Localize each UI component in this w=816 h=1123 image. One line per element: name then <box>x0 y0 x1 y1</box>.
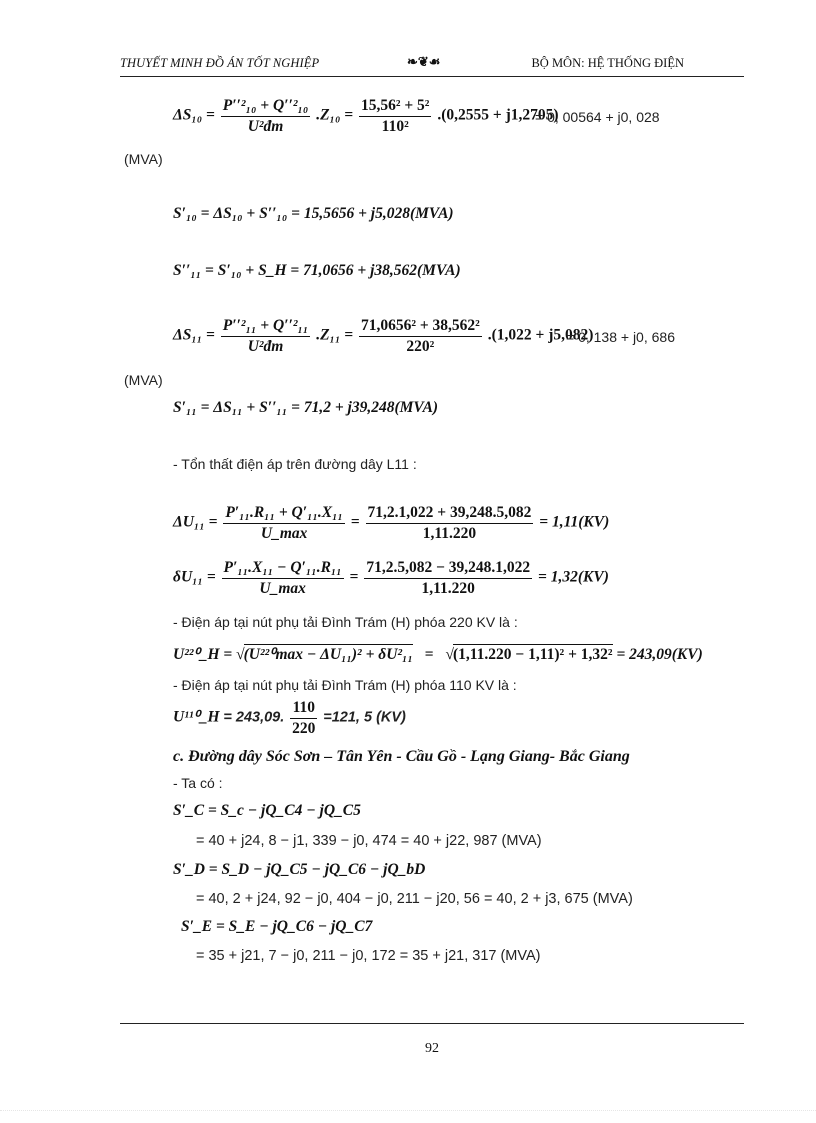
fraction-denominator: U²đm <box>247 117 284 135</box>
equation-sd-definition: S′_D = S_D − jQ_C5 − jQ_C6 − jQ_bD <box>173 861 426 878</box>
fraction-numerator: P′′²₁₀ + Q′′²₁₀ <box>221 98 311 117</box>
fraction-denominator: U_max <box>260 524 308 542</box>
page-header <box>120 54 744 74</box>
fraction-denominator: U²đm <box>247 337 284 355</box>
equation-uh-220: U²²⁰_H = √(U²²⁰max − ΔU₁₁)² + δU²₁₁ = √(1,11.220 − 1,11)² + 1,32² = 243,09(KV) <box>173 646 703 663</box>
fraction <box>221 318 311 354</box>
equation-delta-small-u11: δU₁₁ = $\frac{\text{P′₁₁.X₁₁ − Q′₁₁.R₁₁}}{U\_\max}$ = $\frac{71,2.5,082 - 39,248.1,022}{1,11.220}$ = 1,32(KV) <box>173 559 609 597</box>
eq-post: =121, 5 (KV) <box>323 709 406 726</box>
header-ornament: ❧❦☙ <box>407 54 441 69</box>
fraction <box>223 505 345 541</box>
equation-s11: S′₁₁ = ΔS₁₁ + S′′₁₁ = 71,2 + j39,248(MVA) <box>173 399 439 416</box>
header-left-title: THUYẾT MINH ĐỒ ÁN TỐT NGHIỆP <box>120 56 320 70</box>
equation-uh-110 <box>173 700 406 736</box>
eq-lhs: δU₁₁ = <box>173 568 216 586</box>
eq-result: = 243,09(KV) <box>616 646 703 663</box>
fraction <box>366 505 534 541</box>
fraction-numerator: 71,0656² + 38,562² <box>359 318 482 337</box>
eq-lhs: U²²⁰_H = <box>173 646 233 663</box>
fraction-numerator: P′′²₁₁ + Q′′²₁₁ <box>221 318 311 337</box>
radicand: (1,11.220 − 1,11)² + 1,32² <box>452 646 613 663</box>
equation-result: = 0, 138 + j0, 686 <box>566 329 675 345</box>
radicand: (U²²⁰max − ΔU₁₁)² + δU²₁₁ <box>243 646 413 663</box>
fraction <box>290 700 317 736</box>
page-bottom-edge <box>0 1110 816 1111</box>
header-rule <box>120 76 744 77</box>
fraction-denominator: U_max <box>259 579 306 597</box>
eq-mid: .Z₁₁ = <box>316 326 354 344</box>
eq-tail: .(0,2555 + j1,2705) <box>437 106 559 124</box>
fraction <box>222 560 344 596</box>
fraction-numerator: 71,2.5,082 − 39,248.1,022 <box>364 560 532 579</box>
equation-sc-value: = 40 + j24, 8 − j1, 339 − j0, 474 = 40 + j22, 987 (MVA) <box>196 833 542 849</box>
unit-label: (MVA) <box>124 372 163 388</box>
footer-rule <box>120 1023 744 1024</box>
eq-result: = 1,11(KV) <box>539 513 610 531</box>
equation-delta-u11: ΔU₁₁ = $\frac{\text{P′₁₁.R₁₁ + Q′₁₁.X₁₁}}{U\_\max}$ = $\frac{71,2.1,022 + 39,248.5,082}{1,11.220}$ = 1,11(KV) <box>173 504 610 542</box>
equation-se-value: = 35 + j21, 7 − j0, 211 − j0, 172 = 35 + j21, 317 (MVA) <box>196 948 541 964</box>
unit-label: (MVA) <box>124 151 163 167</box>
fraction-numerator: P′₁₁.X₁₁ − Q′₁₁.R₁₁ <box>222 560 344 579</box>
section-heading-c: c. Đường dây Sóc Sơn – Tân Yên - Cầu Gồ - Lạng Giang- Bắc Giang <box>173 748 630 765</box>
eq-result: = 1,32(KV) <box>538 568 609 586</box>
fraction-denominator: 220² <box>406 337 435 355</box>
eq-sign: = <box>424 646 434 663</box>
fraction-denominator: 110² <box>381 117 409 135</box>
fraction-denominator: 220 <box>292 719 316 737</box>
eq-lhs: ΔS₁₀ = <box>173 106 215 124</box>
fraction-numerator: 15,56² + 5² <box>359 98 432 117</box>
header-right-title: BỘ MÔN: HỆ THỐNG ĐIỆN <box>531 56 684 70</box>
equation-delta-s11 <box>173 318 593 354</box>
note-voltage-h-110: - Điện áp tại nút phụ tải Đình Trám (H) phóa 110 KV là : <box>173 677 517 693</box>
equation-s10: S′₁₀ = ΔS₁₀ + S′′₁₀ = 15,5656 + j5,028(MVA) <box>173 205 454 222</box>
note-voltage-loss: - Tổn thất điện áp trên đường dây L11 : <box>173 456 417 472</box>
fraction-numerator: P′₁₁.R₁₁ + Q′₁₁.X₁₁ <box>223 505 345 524</box>
equation-sd-value: = 40, 2 + j24, 92 − j0, 404 − j0, 211 − j20, 56 = 40, 2 + j3, 675 (MVA) <box>196 891 633 907</box>
eq-lhs: ΔU₁₁ = <box>173 513 218 531</box>
fraction <box>364 560 532 596</box>
page-number: 92 <box>425 1041 439 1056</box>
eq-tail: .(1,022 + j5,082) <box>487 326 594 344</box>
equation-delta-s10 <box>173 98 559 134</box>
fraction <box>359 98 432 134</box>
equation-sc-definition: S′_C = S_c − jQ_C4 − jQ_C5 <box>173 802 361 819</box>
eq-lhs: U¹¹⁰_H <box>173 708 220 726</box>
fraction-numerator: 71,2.1,022 + 39,248.5,082 <box>366 505 534 524</box>
fraction-numerator: 110 <box>290 700 317 719</box>
fraction <box>359 318 482 354</box>
fraction <box>221 98 311 134</box>
equation-se-definition: S′_E = S_E − jQ_C6 − jQ_C7 <box>181 918 373 935</box>
text-ta-co: - Ta có : <box>173 775 223 791</box>
equation-result: = 0, 00564 + j0, 028 <box>535 109 660 125</box>
fraction-denominator: 1,11.220 <box>421 579 475 597</box>
eq-lhs: ΔS₁₁ = <box>173 326 215 344</box>
equation-s11-double-prime: S′′₁₁ = S′₁₀ + S_H = 71,0656 + j38,562(MVA) <box>173 262 461 279</box>
fraction-denominator: 1,11.220 <box>422 524 477 542</box>
eq-mid: .Z₁₀ = <box>316 106 354 124</box>
note-voltage-h-220: - Điện áp tại nút phụ tải Đình Trám (H) phóa 220 KV là : <box>173 614 518 630</box>
eq-pre: = 243,09. <box>223 709 285 726</box>
